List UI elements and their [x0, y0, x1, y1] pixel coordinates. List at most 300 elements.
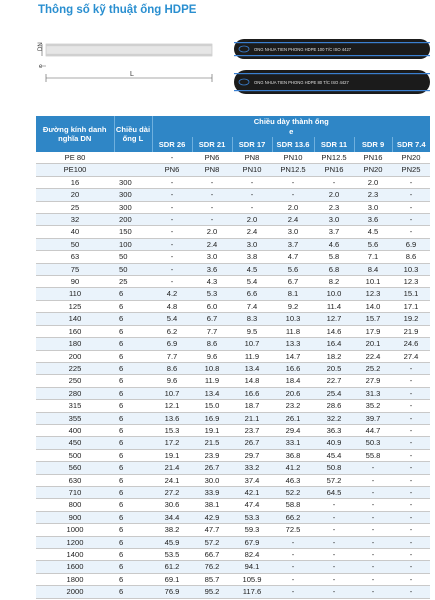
cell-thickness: 9.6 — [192, 350, 232, 362]
cell-thickness: 57.2 — [192, 536, 232, 548]
cell-thickness: 8.6 — [192, 338, 232, 350]
pipe-stripe — [234, 90, 430, 91]
pipe-wall-bottom — [46, 54, 212, 56]
cell-thickness: 21.9 — [392, 325, 430, 337]
cell-dn: PE 80 — [36, 152, 114, 164]
cell-thickness: 5.3 — [192, 288, 232, 300]
table-row — [36, 201, 430, 213]
cell-thickness: PN20 — [392, 152, 430, 164]
cell-thickness: 72.5 — [272, 524, 314, 536]
page-title: Thông số kỹ thuật ống HDPE — [38, 4, 197, 16]
cell-thickness: 20.1 — [354, 338, 392, 350]
cell-dn: 25 — [36, 201, 114, 213]
cell-thickness: 38.2 — [152, 524, 192, 536]
cell-thickness: - — [272, 536, 314, 548]
header-sdr: SDR 11 — [314, 137, 354, 152]
cell-thickness: - — [392, 201, 430, 213]
cell-length: 6 — [114, 462, 152, 474]
cell-thickness: 2.4 — [192, 238, 232, 250]
cell-length: 6 — [114, 424, 152, 436]
cell-length: 6 — [114, 486, 152, 498]
cell-dn: 2000 — [36, 586, 114, 598]
cell-thickness: 47.4 — [232, 499, 272, 511]
cell-thickness: PN12.5 — [272, 164, 314, 176]
cell-thickness: - — [152, 152, 192, 164]
pipe-hdpe-100 — [234, 39, 430, 59]
cell-thickness: PN6 — [152, 164, 192, 176]
cell-dn: 1200 — [36, 536, 114, 548]
cell-thickness: 3.6 — [354, 214, 392, 226]
cell-length: 300 — [114, 189, 152, 201]
cell-thickness: - — [392, 536, 430, 548]
cell-thickness: - — [192, 189, 232, 201]
cell-dn: 40 — [36, 226, 114, 238]
cell-thickness: 66.7 — [192, 549, 232, 561]
cell-thickness: 18.7 — [232, 400, 272, 412]
pipe-wall-top — [46, 44, 212, 46]
cell-length: 6 — [114, 362, 152, 374]
cell-dn: 50 — [36, 238, 114, 250]
cell-thickness: - — [392, 400, 430, 412]
cell-thickness: 5.4 — [152, 313, 192, 325]
cell-thickness: 13.4 — [232, 362, 272, 374]
cell-dn: 450 — [36, 437, 114, 449]
cell-thickness: 5.6 — [272, 263, 314, 275]
cell-thickness: - — [314, 561, 354, 573]
cell-thickness: - — [152, 214, 192, 226]
cell-thickness: PN8 — [192, 164, 232, 176]
cell-thickness: 27.2 — [152, 486, 192, 498]
cell-thickness: 4.5 — [354, 226, 392, 238]
cell-length: 6 — [114, 313, 152, 325]
cell-thickness: 67.9 — [232, 536, 272, 548]
cell-thickness: - — [392, 549, 430, 561]
cell-thickness: 10.7 — [232, 338, 272, 350]
cell-length: 6 — [114, 536, 152, 548]
cell-thickness: 11.8 — [272, 325, 314, 337]
cell-thickness: 26.7 — [192, 462, 232, 474]
hdpe-spec-table — [36, 116, 430, 599]
cell-thickness: - — [354, 549, 392, 561]
cell-dn: 1600 — [36, 561, 114, 573]
cell-thickness: 50.3 — [354, 437, 392, 449]
cell-thickness: 6.7 — [272, 276, 314, 288]
cell-dn: PE100 — [36, 164, 114, 176]
cell-thickness: 27.9 — [354, 375, 392, 387]
cell-thickness: - — [392, 511, 430, 523]
table-row — [36, 375, 430, 387]
table-row — [36, 549, 430, 561]
cell-thickness: - — [354, 524, 392, 536]
cell-thickness: 46.3 — [272, 474, 314, 486]
cell-thickness: 76.9 — [152, 586, 192, 598]
cell-thickness: 3.0 — [232, 238, 272, 250]
cell-thickness: 23.7 — [232, 424, 272, 436]
cell-thickness: 8.6 — [392, 251, 430, 263]
cell-thickness: 15.0 — [192, 400, 232, 412]
cell-dn: 180 — [36, 338, 114, 350]
cell-thickness: 14.6 — [314, 325, 354, 337]
cell-thickness: 2.0 — [272, 201, 314, 213]
cell-thickness: - — [392, 412, 430, 424]
table-row — [36, 449, 430, 461]
cell-dn: 200 — [36, 350, 114, 362]
cell-thickness: - — [152, 226, 192, 238]
cell-thickness: 24.1 — [152, 474, 192, 486]
cell-thickness: - — [192, 176, 232, 188]
cell-length: 50 — [114, 263, 152, 275]
cell-thickness: - — [392, 226, 430, 238]
cell-thickness: 3.0 — [354, 201, 392, 213]
cell-thickness: - — [152, 189, 192, 201]
table-row — [36, 499, 430, 511]
cell-thickness: 3.0 — [314, 214, 354, 226]
cell-thickness: 17.1 — [392, 300, 430, 312]
cell-thickness: 2.4 — [232, 226, 272, 238]
cell-thickness: 85.7 — [192, 573, 232, 585]
cell-thickness: 22.4 — [354, 350, 392, 362]
table-row — [36, 524, 430, 536]
cell-dn: 32 — [36, 214, 114, 226]
cell-thickness: PN20 — [354, 164, 392, 176]
cell-thickness: 64.5 — [314, 486, 354, 498]
cell-thickness: - — [392, 362, 430, 374]
cell-thickness: - — [392, 486, 430, 498]
header-thickness — [152, 116, 430, 137]
table-row — [36, 152, 430, 164]
cell-thickness: - — [272, 189, 314, 201]
cell-thickness: - — [152, 263, 192, 275]
cell-thickness: 30.0 — [192, 474, 232, 486]
cell-length: 6 — [114, 511, 152, 523]
cell-thickness: - — [192, 201, 232, 213]
cell-thickness: 40.9 — [314, 437, 354, 449]
cell-length: 150 — [114, 226, 152, 238]
table-row — [36, 561, 430, 573]
cell-thickness: 10.3 — [392, 263, 430, 275]
cell-thickness: 95.2 — [192, 586, 232, 598]
l-label: L — [130, 71, 134, 78]
pipe-dimension-diagram — [36, 40, 216, 88]
cell-thickness: 52.2 — [272, 486, 314, 498]
cell-thickness: 28.6 — [314, 400, 354, 412]
cell-thickness: 13.4 — [192, 387, 232, 399]
cell-thickness: 18.2 — [314, 350, 354, 362]
cell-thickness: 5.8 — [314, 251, 354, 263]
table-row — [36, 536, 430, 548]
cell-thickness: - — [314, 549, 354, 561]
cell-thickness: 4.3 — [192, 276, 232, 288]
table-row — [36, 424, 430, 436]
table-row — [36, 300, 430, 312]
table-row — [36, 437, 430, 449]
cell-thickness: 5.4 — [232, 276, 272, 288]
table-row — [36, 251, 430, 263]
cell-thickness: 21.1 — [232, 412, 272, 424]
cell-thickness: 82.4 — [232, 549, 272, 561]
cell-length: 6 — [114, 499, 152, 511]
cell-thickness: 16.6 — [272, 362, 314, 374]
cell-thickness: 76.2 — [192, 561, 232, 573]
table-row — [36, 263, 430, 275]
cell-thickness: - — [272, 586, 314, 598]
cell-thickness: - — [232, 201, 272, 213]
cell-thickness: 6.0 — [192, 300, 232, 312]
cell-thickness: 8.2 — [314, 276, 354, 288]
cell-length: 6 — [114, 338, 152, 350]
table-row — [36, 276, 430, 288]
cell-thickness: 94.1 — [232, 561, 272, 573]
cell-thickness: 3.7 — [272, 238, 314, 250]
cell-thickness: 61.2 — [152, 561, 192, 573]
cell-thickness: 2.3 — [354, 189, 392, 201]
cell-thickness: 8.4 — [354, 263, 392, 275]
cell-length — [114, 164, 152, 176]
cell-thickness: 21.4 — [152, 462, 192, 474]
cell-length: 50 — [114, 251, 152, 263]
cell-thickness: - — [152, 251, 192, 263]
cell-thickness: 105.9 — [232, 573, 272, 585]
cell-thickness: - — [392, 573, 430, 585]
cell-thickness: PN16 — [354, 152, 392, 164]
table-row — [36, 325, 430, 337]
cell-length: 6 — [114, 449, 152, 461]
cell-thickness: - — [272, 549, 314, 561]
cell-thickness: - — [314, 573, 354, 585]
cell-thickness: - — [354, 486, 392, 498]
cell-thickness: 6.2 — [152, 325, 192, 337]
cell-thickness: 17.2 — [152, 437, 192, 449]
cell-thickness: - — [232, 189, 272, 201]
cell-thickness: 2.0 — [232, 214, 272, 226]
cell-thickness: PN8 — [232, 152, 272, 164]
cell-length: 6 — [114, 288, 152, 300]
cell-thickness: - — [354, 474, 392, 486]
cell-thickness: - — [314, 499, 354, 511]
cell-thickness: 15.7 — [354, 313, 392, 325]
cell-thickness: 58.8 — [272, 499, 314, 511]
cell-thickness: 2.0 — [354, 176, 392, 188]
cell-thickness: 12.3 — [354, 288, 392, 300]
cell-thickness: 37.4 — [232, 474, 272, 486]
cell-thickness: 6.6 — [232, 288, 272, 300]
cell-thickness: - — [272, 176, 314, 188]
cell-thickness: 39.7 — [354, 412, 392, 424]
cell-thickness: 4.7 — [272, 251, 314, 263]
cell-length: 6 — [114, 573, 152, 585]
cell-thickness: PN10 — [272, 152, 314, 164]
cell-thickness: 53.3 — [232, 511, 272, 523]
cell-length: 6 — [114, 387, 152, 399]
cell-thickness: - — [392, 586, 430, 598]
table-row — [36, 511, 430, 523]
cell-thickness: - — [272, 561, 314, 573]
table-row — [36, 313, 430, 325]
table-row — [36, 486, 430, 498]
cell-dn: 75 — [36, 263, 114, 275]
cell-thickness: 59.3 — [232, 524, 272, 536]
cell-thickness: 3.0 — [272, 226, 314, 238]
cell-thickness: 55.8 — [354, 449, 392, 461]
cell-thickness: 33.9 — [192, 486, 232, 498]
table-row — [36, 412, 430, 424]
cell-length — [114, 152, 152, 164]
cell-dn: 250 — [36, 375, 114, 387]
cell-dn: 355 — [36, 412, 114, 424]
cell-length: 6 — [114, 474, 152, 486]
cell-length: 6 — [114, 300, 152, 312]
cell-length: 6 — [114, 561, 152, 573]
cell-thickness: - — [392, 561, 430, 573]
cell-thickness: 2.4 — [272, 214, 314, 226]
cell-thickness: 45.9 — [152, 536, 192, 548]
cell-dn: 225 — [36, 362, 114, 374]
pipe-photo — [232, 36, 430, 98]
cell-thickness: 9.2 — [272, 300, 314, 312]
pipe-stripe — [234, 42, 430, 43]
header-dn: Đường kính danh nghĩa DN — [36, 116, 114, 152]
cell-dn: 630 — [36, 474, 114, 486]
cell-length: 6 — [114, 586, 152, 598]
cell-thickness: 20.5 — [314, 362, 354, 374]
cell-thickness: - — [392, 176, 430, 188]
cell-thickness: 30.6 — [152, 499, 192, 511]
cell-thickness: 29.7 — [232, 449, 272, 461]
header-sdr: SDR 21 — [192, 137, 232, 152]
cell-thickness: 36.8 — [272, 449, 314, 461]
cell-dn: 1400 — [36, 549, 114, 561]
cell-thickness: 14.0 — [354, 300, 392, 312]
cell-length: 6 — [114, 350, 152, 362]
cell-thickness: 21.5 — [192, 437, 232, 449]
cell-thickness: 19.1 — [152, 449, 192, 461]
cell-thickness: 7.7 — [152, 350, 192, 362]
cell-thickness: 15.1 — [392, 288, 430, 300]
table-row — [36, 350, 430, 362]
cell-thickness: 117.6 — [232, 586, 272, 598]
cell-length: 6 — [114, 549, 152, 561]
cell-thickness: - — [152, 238, 192, 250]
cell-dn: 125 — [36, 300, 114, 312]
cell-thickness: - — [392, 387, 430, 399]
cell-thickness: 3.7 — [314, 226, 354, 238]
cell-dn: 160 — [36, 325, 114, 337]
cell-thickness: 2.0 — [192, 226, 232, 238]
cell-thickness: - — [314, 586, 354, 598]
cell-thickness: 10.3 — [272, 313, 314, 325]
cell-thickness: - — [314, 511, 354, 523]
cell-thickness: 2.0 — [314, 189, 354, 201]
cell-thickness: 34.4 — [152, 511, 192, 523]
cell-thickness: 9.5 — [232, 325, 272, 337]
header-sdr: SDR 17 — [232, 137, 272, 152]
cell-thickness: 23.9 — [192, 449, 232, 461]
cell-thickness: 27.4 — [392, 350, 430, 362]
header-thickness-symbol: e — [289, 126, 294, 136]
cell-thickness: 25.4 — [314, 387, 354, 399]
cell-thickness: 26.1 — [272, 412, 314, 424]
cell-length: 6 — [114, 325, 152, 337]
cell-thickness: - — [354, 536, 392, 548]
cell-thickness: 42.1 — [232, 486, 272, 498]
cell-dn: 280 — [36, 387, 114, 399]
cell-thickness: 35.2 — [354, 400, 392, 412]
cell-thickness: 36.3 — [314, 424, 354, 436]
cell-thickness: - — [392, 189, 430, 201]
cell-thickness: 4.8 — [152, 300, 192, 312]
cell-thickness: 31.3 — [354, 387, 392, 399]
cell-thickness: 11.9 — [192, 375, 232, 387]
table-row — [36, 400, 430, 412]
cell-thickness: - — [232, 176, 272, 188]
cell-thickness: 6.9 — [392, 238, 430, 250]
cell-thickness: 19.1 — [192, 424, 232, 436]
table-row — [36, 288, 430, 300]
cell-thickness: - — [392, 462, 430, 474]
table-row — [36, 362, 430, 374]
cell-thickness: 8.1 — [272, 288, 314, 300]
cell-thickness: 10.7 — [152, 387, 192, 399]
pipe-print-text: ONG NHUA TIEN PHONG HDPE 80 T/C ISO 4427 — [254, 80, 349, 85]
cell-length: 300 — [114, 176, 152, 188]
cell-thickness: - — [392, 375, 430, 387]
cell-length: 6 — [114, 412, 152, 424]
pipe-hdpe-80 — [234, 70, 430, 94]
header-length: Chiều dài ống L — [114, 116, 152, 152]
cell-thickness: PN12.5 — [314, 152, 354, 164]
cell-thickness: 2.3 — [314, 201, 354, 213]
cell-thickness: 20.6 — [272, 387, 314, 399]
cell-thickness: 19.2 — [392, 313, 430, 325]
table-row — [36, 238, 430, 250]
cell-thickness: 45.4 — [314, 449, 354, 461]
cell-dn: 16 — [36, 176, 114, 188]
cell-thickness: 44.7 — [354, 424, 392, 436]
cell-thickness: PN16 — [314, 164, 354, 176]
cell-dn: 110 — [36, 288, 114, 300]
dn-label: DN — [38, 42, 44, 51]
cell-thickness: 4.2 — [152, 288, 192, 300]
cell-dn: 1000 — [36, 524, 114, 536]
cell-thickness: 11.4 — [314, 300, 354, 312]
e-label: e — [39, 64, 43, 70]
cell-length: 6 — [114, 437, 152, 449]
cell-thickness: - — [354, 561, 392, 573]
cell-thickness: - — [354, 499, 392, 511]
cell-thickness: 42.9 — [192, 511, 232, 523]
cell-dn: 400 — [36, 424, 114, 436]
header-sdr: SDR 7.4 — [392, 137, 430, 152]
cell-thickness: 69.1 — [152, 573, 192, 585]
cell-thickness: 8.6 — [152, 362, 192, 374]
cell-thickness: 6.9 — [152, 338, 192, 350]
cell-thickness: 53.5 — [152, 549, 192, 561]
cell-thickness: 16.9 — [192, 412, 232, 424]
table-row — [36, 474, 430, 486]
cell-thickness: 14.7 — [272, 350, 314, 362]
pipe-print-text: ONG NHUA TIEN PHONG HDPE 100 T/C ISO 4427 — [254, 47, 352, 52]
cell-thickness: - — [152, 176, 192, 188]
cell-thickness: 6.7 — [192, 313, 232, 325]
cell-thickness: 13.6 — [152, 412, 192, 424]
header-thickness-label: Chiều dày thành ống — [253, 117, 329, 127]
cell-thickness: - — [354, 573, 392, 585]
cell-thickness: 25.2 — [354, 362, 392, 374]
cell-thickness: 12.1 — [152, 400, 192, 412]
table-row — [36, 176, 430, 188]
cell-thickness: 8.3 — [232, 313, 272, 325]
cell-thickness: 4.6 — [314, 238, 354, 250]
